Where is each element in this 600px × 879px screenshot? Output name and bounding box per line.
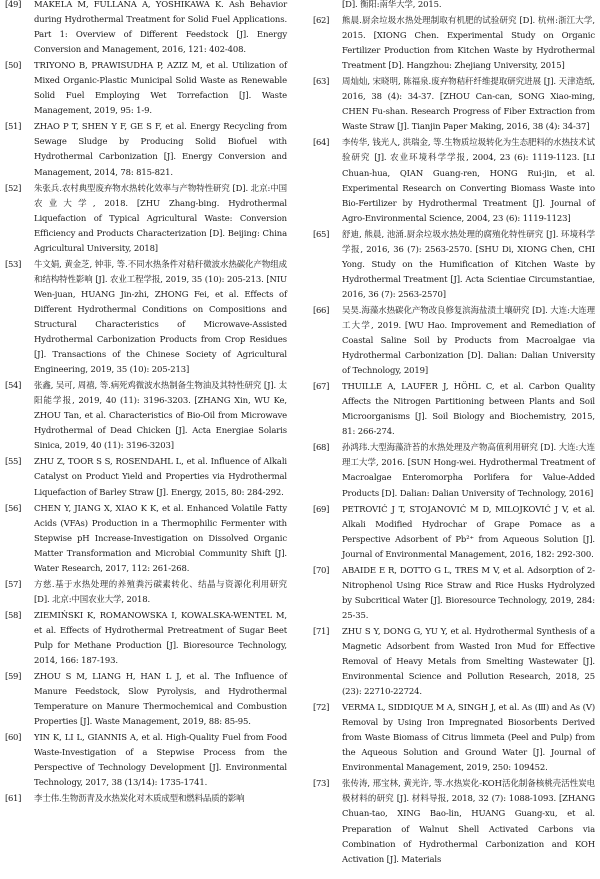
reference-number: [71]: [313, 625, 330, 636]
reference-number: [51]: [5, 121, 22, 132]
reference-entry-continued: [313, 0, 595, 12]
reference-number: [65]: [313, 228, 330, 239]
reference-text: ZHOU S M, LIANG H, HAN L J, et al. The Influence of Manure Feedstock, Slow Pyrolysis, and Hydrothermal Temperature on Manure Thermochemical and Combustion Properties [J]. Waste Management, 2019, 88: 85-95.: [34, 671, 287, 727]
reference-text: 方慈.基于水热处理的养殖粪污碳素转化、结晶与资源化利用研究 [D]. 北京:中国农业大学, 2018.: [34, 578, 287, 604]
reference-number: [52]: [5, 182, 22, 193]
reference-number: [61]: [5, 793, 22, 804]
reference-text: MÄKELÄ M, FULLANA A, YOSHIKAWA K. Ash Behavior during Hydrothermal Treatment for Solid Fuel Applications. Part 1: Overview of Different Feedstock [J]. Energy Conversion and Management, 2016, 121: 402-408.: [34, 0, 287, 55]
reference-entry: [5, 0, 287, 57]
reference-number: [50]: [5, 60, 22, 71]
reference-column-right: [313, 0, 595, 868]
reference-text: 舒迪, 熊晨, 池涌.厨余垃圾水热处理的腐殖化特性研究 [J]. 环境科学学报, 2016, 36 (7): 2563-2570. [SHU Di, XIONG Chen, CHI Yong. Study on the Humification of Kitchen Waste by Hydrothermal Treatment [J]. Acta Scientiae Circumstantiae, 2016, 36 (7): 2563-2570]: [342, 228, 595, 299]
reference-text: PETROVIĆ J T, STOJANOVIĆ M D, MILOJKOVIĆ J V, et al. Alkali Modified Hydrochar of Grape Pomace as a Perspective Adsorbent of Pb²⁺ from Aqueous Solution [J]. Journal of Environmental Management, 2016, 182: 292-300.: [342, 503, 595, 559]
reference-entry: [5, 577, 287, 607]
reference-number: [63]: [313, 76, 330, 87]
reference-text: THUILLE A, LAUFER J, HÖHL C, et al. Carbon Quality Affects the Nitrogen Partitioning between Plants and Soil Microorganisms [J]. Soil Biology and Biochemistry, 2015, 81: 266-274.: [342, 381, 595, 437]
reference-number: [73]: [313, 778, 330, 789]
reference-text: 朱张兵.农村典型废弃物水热转化效率与产物特性研究 [D]. 北京:中国农业大学, 2018. [ZHU Zhang-bing. Hydrothermal Liquefaction of Typical Agricultural Waste: Conversion Efficiency and Products Characterization [D]. Beijing: China Agricultural University, 2018]: [34, 182, 287, 253]
reference-entry: [5, 58, 287, 118]
reference-number: [62]: [313, 15, 330, 26]
reference-number: [56]: [5, 502, 22, 513]
reference-text: YIN K, LI L, GIANNIS A, et al. High-Quality Fuel from Food Waste-Investigation of a Stepwise Process from the Perspective of Technology Development [J]. Environmental Technology, 2017, 38 (13/14): 1735-1741.: [34, 732, 287, 788]
reference-entry: [5, 608, 287, 668]
reference-entry: [313, 227, 595, 302]
reference-number: [60]: [5, 732, 22, 743]
reference-text: 李士伟.生物沥青及水热炭化对木质成型和燃料品质的影响: [34, 793, 245, 804]
reference-number: [66]: [313, 304, 330, 315]
reference-entry: [5, 181, 287, 256]
reference-text: [D]. 衡阳:南华大学, 2015.: [342, 0, 442, 9]
reference-text: ZIEMIŃSKI K, ROMANOWSKA I, KOWALSKA-WENTEL M, et al. Effects of Hydrothermal Pretreatment of Sugar Beet Pulp for Methane Production [J]. Bioresource Technology, 2014, 166: 187-193.: [34, 609, 287, 666]
reference-text: 周灿灿, 宋晓明, 陈福泉.废弃物秸秆纤维提取研究进展 [J]. 天津造纸, 2016, 38 (4): 34-37. [ZHOU Can-can, SONG Xiao-ming, CHEN Fu-shan. Research Progress of Fiber Extraction from Waste Straw [J]. Tianjin Paper Making, 2016, 38 (4): 34-37]: [342, 76, 595, 132]
reference-number: [49]: [5, 0, 22, 9]
reference-text: 牛文娟, 黄金芝, 钟菲, 等.不同水热条件对秸秆微波水热碳化产物组成和结构特性影响 [J]. 农业工程学报, 2019, 35 (10): 205-213. [NIU Wen-juan, HUANG Jin-zhi, ZHONG Fei, et al. Effects of Different Hydrothermal Conditions on Compositions and Structural Characteristics of Microwave-Assisted Hydrothermal Carbonization Products from Crop Residues [J]. Transactions of the Chinese Society of Agricultural Engineering, 2019, 35 (10): 205-213]: [34, 258, 287, 375]
reference-entry: [5, 501, 287, 576]
reference-number: [58]: [5, 609, 22, 620]
reference-number: [53]: [5, 258, 22, 269]
reference-entry: [313, 440, 595, 500]
reference-number: [54]: [5, 380, 22, 391]
reference-text: ZHAO P T, SHEN Y F, GE S F, et al. Energy Recycling from Sewage Sludge by Producing Solid Biofuel with Hydrothermal Carbonization [J]. Energy Conversion and Management, 2014, 78: 815-821.: [34, 121, 287, 177]
reference-number: [70]: [313, 564, 330, 575]
reference-entry: [313, 303, 595, 378]
reference-entry: [5, 454, 287, 499]
reference-entry: [313, 379, 595, 439]
reference-text: 熊晨.厨余垃圾水热处理制取有机肥的试验研究 [D]. 杭州:浙江大学, 2015. [XIONG Chen. Experimental Study on Organic Fertilizer Production from Kitchen Waste by Hydrothermal Treatment [D]. Hangzhou: Zhejiang University, 2015]: [342, 15, 595, 71]
reference-text: 孙鸿玮.大型海藻浒苔的水热处理及产物高值利用研究 [D]. 大连:大连理工大学, 2016. [SUN Hong-wei. Hydrothermal Treatment of Macroalgae Enteromorpha Porlifera for Value-Added Products [D]. Dalian: Dalian University of Technology, 2016]: [342, 442, 595, 498]
reference-entry: [313, 135, 595, 225]
reference-entry: [5, 791, 287, 806]
reference-number: [59]: [5, 671, 22, 682]
reference-number: [55]: [5, 456, 22, 467]
reference-entry: [313, 700, 595, 775]
reference-text: VERMA L, SIDDIQUE M A, SINGH J, et al. As (Ⅲ) and As (Ⅴ) Removal by Using Iron Impregnated Biosorbents Derived from Waste Biomass of Citrus limmeta (Peel and Pulp) from the Aqueous Solution and Ground Water [J]. Journal of Environmental Management, 2019, 250: 109452.: [342, 702, 595, 773]
reference-text: CHEN Y, JIANG X, XIAO K K, et al. Enhanced Volatile Fatty Acids (VFAs) Production in a Thermophilic Fermenter with Stepwise pH Increase-Investigation on Dissolved Organic Matter Transformation and Microbial Community Shift [J]. Water Research, 2017, 112: 261-268.: [34, 502, 287, 573]
reference-entry: [5, 730, 287, 790]
reference-entry: [313, 563, 595, 623]
reference-text: ABAIDE E R, DOTTO G L, TRES M V, et al. Adsorption of 2-Nitrophenol Using Rice Straw and Rice Husks Hydrolyzed by Subcritical Water [J]. Bioresource Technology, 2019, 284: 25-35.: [342, 564, 595, 620]
reference-entry: [313, 74, 595, 134]
reference-entry: [313, 502, 595, 562]
reference-entry: [313, 624, 595, 699]
reference-text: 吴昊.海藻水热碳化产物改良修复滨海盐渍土壤研究 [D]. 大连:大连理工大学, 2019. [WU Hao. Improvement and Remediation of Coastal Saline Soil by Products from Macroalgae via Hydrothermal Carbonization [D]. Dalian: Dalian University of Technology, 2019]: [342, 304, 595, 376]
reference-entry: [313, 13, 595, 73]
reference-number: [69]: [313, 503, 330, 514]
reference-text: TRIYONO B, PRAWISUDHA P, AZIZ M, et al. Utilization of Mixed Organic-Plastic Municipal Solid Waste as Renewable Solid Fuel Employing Wet Torrefaction [J]. Waste Management, 2019, 95: 1-9.: [34, 60, 287, 116]
reference-text: ZHU S Y, DONG G, YU Y, et al. Hydrothermal Synthesis of a Magnetic Adsorbent from Wasted Iron Mud for Effective Removal of Heavy Metals from Smelting Wastewater [J]. Environmental Science and Pollution Research, 2018, 25 (23): 22710-22724.: [342, 625, 595, 697]
reference-text: ZHU Z, TOOR S S, ROSENDAHL L, et al. Influence of Alkali Catalyst on Product Yield and Properties via Hydrothermal Liquefaction of Barley Straw [J]. Energy, 2015, 80: 284-292.: [34, 456, 287, 497]
reference-entry: [5, 669, 287, 729]
reference-text: 张传涛, 邢宝林, 黄光许, 等.水热炭化-KOH活化制备核桃壳活性炭电极材料的研究 [J]. 材料导报, 2018, 32 (7): 1088-1093. [ZHANG Chuan-tao, XING Bao-lin, HUANG Guang-xu, et al. Preparation of Walnut Shell Activated Carbons via Combination of Hydrothermal Carbonization and KOH Activation [J]. Materials: [342, 778, 595, 864]
reference-entry: [5, 257, 287, 377]
reference-number: [57]: [5, 578, 22, 589]
reference-text: 张鑫, 吴可, 周禧, 等.病死鸡微波水热制备生物油及其特性研究 [J]. 太阳能学报, 2019, 40 (11): 3196-3203. [ZHANG Xin, WU Ke, ZHOU Tan, et al. Characteristics of Bio-Oil from Microwave Hydrothermal of Dead Chicken [J]. Acta Energiae Solaris Sinica, 2019, 40 (11): 3196-3203]: [34, 380, 287, 451]
reference-number: [72]: [313, 702, 330, 713]
reference-number: [64]: [313, 137, 330, 148]
reference-entry: [5, 119, 287, 179]
reference-number: [68]: [313, 442, 330, 453]
reference-entry: [313, 776, 595, 866]
reference-entry: [5, 378, 287, 453]
reference-text: 李传华, 钱光人, 洪瑞金, 等.生物质垃圾转化为生态肥料的水热技术试验研究 [J]. 农业环境科学学报, 2004, 23 (6): 1119-1123. [LI Chuan-hua, QIAN Guang-ren, HONG Rui-jin, et al. Experimental Research on Converting Biomass Waste into Bio-Fertilizer by Hydrothermal Treatment [J]. Journal of Agro-Environmental Science, 2004, 23 (6): 1119-1123]: [342, 137, 595, 223]
reference-column-left: [5, 0, 287, 807]
reference-number: [67]: [313, 381, 330, 392]
